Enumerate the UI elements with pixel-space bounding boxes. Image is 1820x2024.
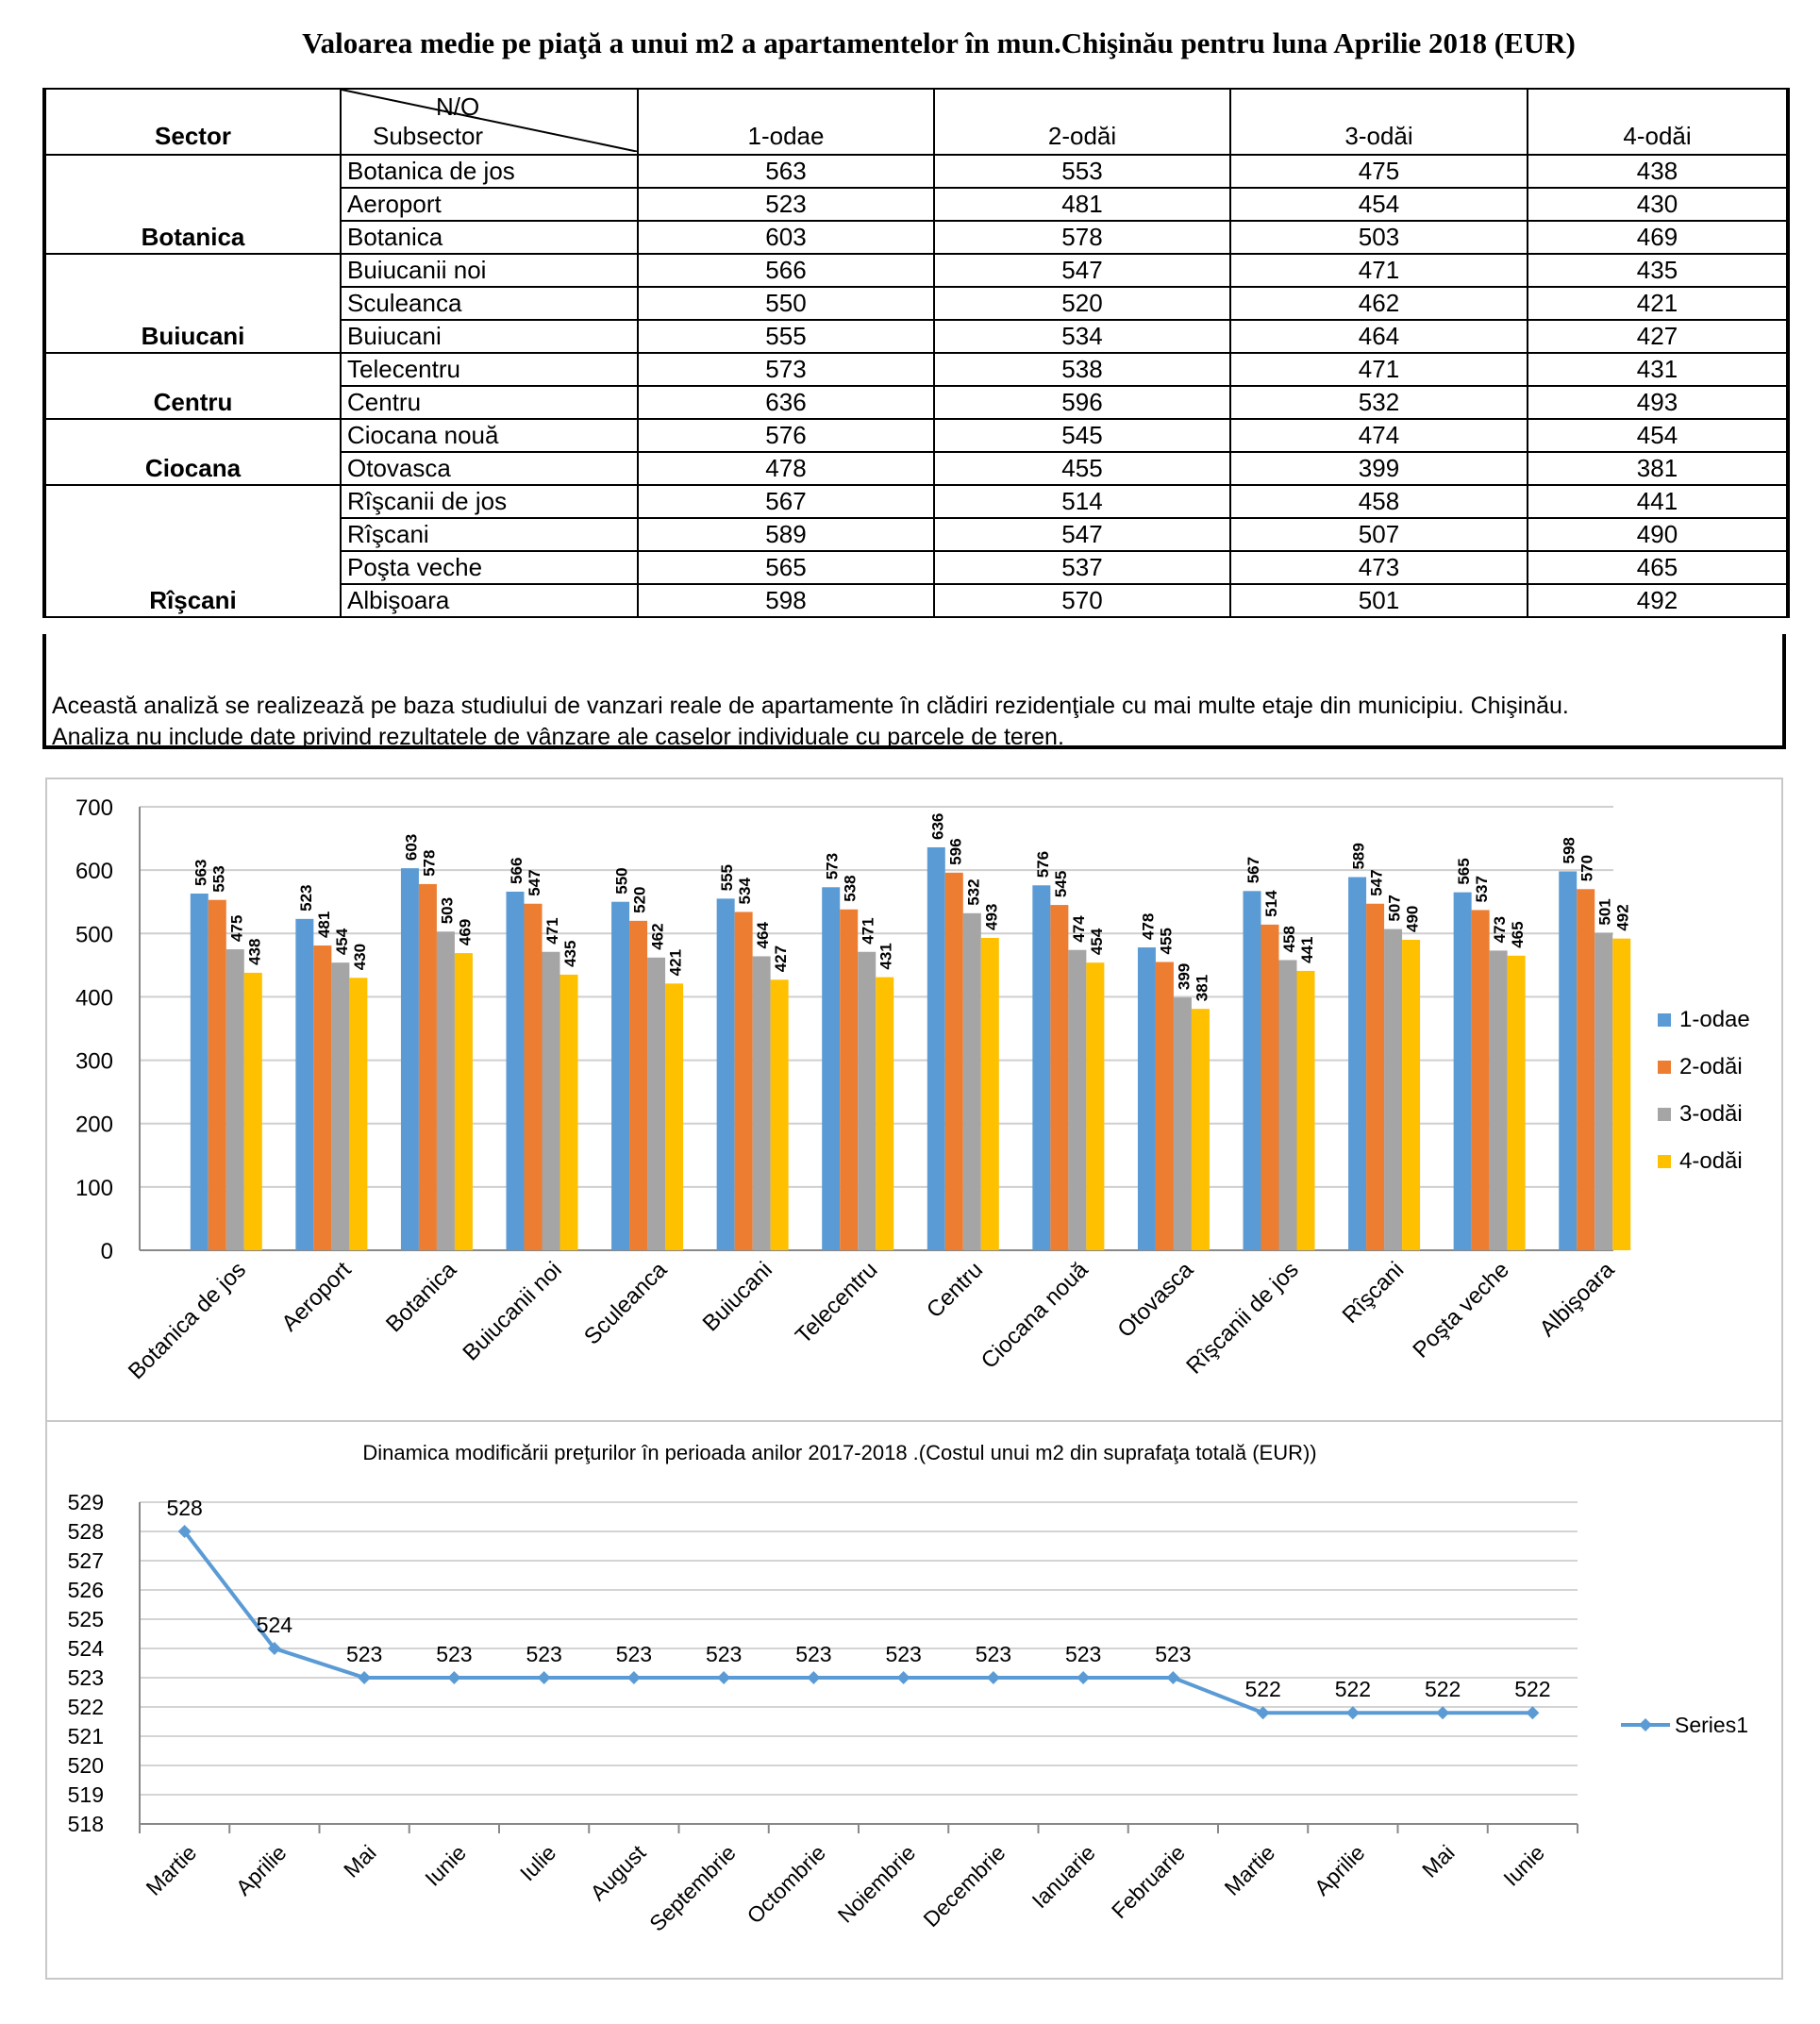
- value-cell: 455: [934, 452, 1230, 485]
- bar-value-label: 534: [736, 878, 755, 905]
- y-tick-label: 524: [67, 1636, 104, 1661]
- value-cell: 454: [1230, 188, 1528, 221]
- value-cell: 490: [1528, 518, 1788, 551]
- y-tick-label: 518: [67, 1812, 104, 1836]
- col-header-3-rooms: 3-odăi: [1230, 89, 1528, 155]
- x-category-label: Telecentru: [791, 1257, 883, 1349]
- subsector-cell: Centru: [341, 386, 638, 419]
- legend-label: 3-odăi: [1679, 1101, 1743, 1127]
- x-category-label: Botanica: [381, 1257, 462, 1338]
- value-cell: 514: [934, 485, 1230, 518]
- y-tick-label: 523: [67, 1665, 104, 1690]
- charts-frame: [45, 778, 1783, 1980]
- x-category-label: Albişoara: [1534, 1257, 1620, 1342]
- line-value-label: 522: [1424, 1677, 1461, 1702]
- x-category-label: Martie: [1219, 1840, 1280, 1900]
- table-note: [42, 634, 1786, 749]
- bar-value-label: 523: [296, 884, 315, 912]
- y-tick-label: 528: [67, 1519, 104, 1544]
- value-cell: 427: [1528, 320, 1788, 353]
- line-value-label: 523: [436, 1642, 473, 1666]
- value-cell: 576: [638, 419, 934, 452]
- bar-value-label: 578: [420, 849, 439, 877]
- x-category-label: Ciocana nouă: [976, 1257, 1094, 1374]
- bar-value-label: 458: [1280, 926, 1298, 953]
- bar-value-label: 566: [508, 857, 526, 884]
- value-cell: 501: [1230, 584, 1528, 617]
- value-cell: 503: [1230, 221, 1528, 254]
- bar-value-label: 550: [612, 867, 631, 895]
- y-tick-label: 0: [100, 1239, 113, 1264]
- bar-value-label: 469: [456, 918, 475, 946]
- value-cell: 547: [934, 518, 1230, 551]
- line-value-label: 523: [795, 1642, 832, 1666]
- value-cell: 438: [1528, 155, 1788, 188]
- bar-value-label: 381: [1193, 974, 1211, 1002]
- bar-value-label: 399: [1175, 962, 1194, 991]
- x-category-label: Aeroport: [276, 1257, 357, 1337]
- x-category-label: Centru: [921, 1257, 989, 1324]
- subsector-cell: Otovasca: [341, 452, 638, 485]
- y-tick-label: 700: [75, 795, 113, 821]
- bar-value-label: 464: [754, 922, 773, 949]
- x-category-label: August: [585, 1840, 651, 1906]
- line-value-label: 523: [345, 1642, 383, 1666]
- table-row: [44, 254, 1788, 287]
- value-cell: 492: [1528, 584, 1788, 617]
- bar-value-label: 596: [946, 838, 965, 865]
- bar-value-label: 636: [928, 812, 947, 840]
- line-value-label: 528: [166, 1496, 203, 1520]
- x-category-label: Mai: [1417, 1840, 1460, 1882]
- value-cell: 570: [934, 584, 1230, 617]
- y-tick-label: 600: [75, 859, 113, 885]
- subsector-cell: Botanica de jos: [341, 155, 638, 188]
- value-cell: 537: [934, 551, 1230, 584]
- y-tick-label: 100: [75, 1175, 113, 1201]
- bar-value-label: 547: [1367, 869, 1386, 896]
- col-header-1-room: 1-odae: [638, 89, 934, 155]
- sector-cell: Ciocana: [44, 419, 341, 485]
- bar-value-label: 481: [314, 911, 333, 939]
- x-category-label: Aprilie: [230, 1840, 292, 1900]
- bar-value-label: 576: [1033, 850, 1052, 878]
- value-cell: 553: [934, 155, 1230, 188]
- bar-value-label: 573: [823, 852, 842, 880]
- value-cell: 462: [1230, 287, 1528, 320]
- value-cell: 458: [1230, 485, 1528, 518]
- bar-value-label: 532: [964, 878, 983, 906]
- bar-value-label: 520: [630, 886, 649, 913]
- bar-value-label: 455: [1157, 928, 1176, 955]
- bar-value-label: 431: [877, 943, 895, 970]
- legend-label: 1-odae: [1679, 1007, 1750, 1032]
- value-cell: 589: [638, 518, 934, 551]
- line-value-label: 523: [975, 1642, 1012, 1666]
- x-category-label: Buiucanii noi: [458, 1257, 567, 1366]
- bar-value-label: 545: [1051, 870, 1070, 898]
- value-cell: 454: [1528, 419, 1788, 452]
- value-cell: 441: [1528, 485, 1788, 518]
- x-category-label: Sculeanca: [578, 1257, 673, 1350]
- table-row: [44, 155, 1788, 188]
- legend-label: Series1: [1675, 1713, 1748, 1737]
- y-tick-label: 200: [75, 1112, 113, 1138]
- bar-value-label: 563: [192, 859, 210, 886]
- x-category-label: Iunie: [1498, 1840, 1549, 1891]
- bar-value-label: 454: [1087, 928, 1106, 956]
- line-value-label: 522: [1334, 1677, 1372, 1702]
- price-table: [42, 88, 1790, 618]
- charts-divider: [45, 1420, 1781, 1422]
- bar-value-label: 537: [1473, 876, 1492, 903]
- bar-value-label: 598: [1560, 837, 1578, 864]
- x-category-label: Rîşcanii de jos: [1181, 1257, 1304, 1380]
- table-header-row: [44, 89, 1788, 155]
- bar-value-label: 603: [402, 833, 421, 861]
- bar-value-label: 430: [350, 943, 369, 971]
- value-cell: 598: [638, 584, 934, 617]
- bar-value-label: 538: [841, 875, 860, 902]
- subsector-cell: Buiucani: [341, 320, 638, 353]
- value-cell: 520: [934, 287, 1230, 320]
- bar-value-label: 478: [1139, 912, 1158, 941]
- table-row: [44, 485, 1788, 518]
- bar-value-label: 501: [1595, 898, 1614, 926]
- x-category-label: Otovasca: [1112, 1257, 1199, 1343]
- value-cell: 532: [1230, 386, 1528, 419]
- subsector-column-header: [341, 89, 638, 155]
- y-tick-label: 300: [75, 1048, 113, 1075]
- value-cell: 578: [934, 221, 1230, 254]
- sector-cell: Rîşcani: [44, 485, 341, 617]
- bar-value-label: 465: [1509, 921, 1528, 948]
- subsector-cell: Sculeanca: [341, 287, 638, 320]
- note-line-1: Această analiză se realizează pe baza studiului de vanzari reale de apartamente în clădiri rezidenţiale cu mai multe etaje din municipiu. Chişinău.: [52, 693, 1569, 719]
- y-tick-label: 525: [67, 1607, 104, 1631]
- subsector-cell: Botanica: [341, 221, 638, 254]
- bar-value-label: 475: [227, 914, 246, 943]
- x-category-label: Buiucani: [697, 1257, 777, 1337]
- line-value-label: 522: [1244, 1677, 1281, 1702]
- value-cell: 493: [1528, 386, 1788, 419]
- line-value-label: 523: [526, 1642, 562, 1666]
- subsector-cell: Rîşcanii de jos: [341, 485, 638, 518]
- value-cell: 563: [638, 155, 934, 188]
- x-category-label: Noiembrie: [832, 1840, 921, 1928]
- value-cell: 473: [1230, 551, 1528, 584]
- subsector-label: Subsector: [373, 122, 484, 150]
- x-category-label: Mai: [339, 1840, 381, 1882]
- line-value-label: 523: [615, 1642, 653, 1666]
- x-category-label: Iunie: [420, 1840, 471, 1891]
- bar-value-label: 553: [209, 865, 228, 893]
- bar-value-label: 565: [1455, 858, 1474, 885]
- bar-value-label: 441: [1298, 936, 1316, 963]
- bar-value-label: 462: [648, 923, 667, 950]
- bar-value-label: 471: [859, 917, 877, 945]
- value-cell: 474: [1230, 419, 1528, 452]
- line-value-label: 522: [1514, 1677, 1551, 1702]
- value-cell: 550: [638, 287, 934, 320]
- bar-value-label: 427: [772, 945, 791, 973]
- value-cell: 431: [1528, 353, 1788, 386]
- value-cell: 464: [1230, 320, 1528, 353]
- no-label: N/O: [436, 92, 480, 121]
- value-cell: 471: [1230, 254, 1528, 287]
- value-cell: 399: [1230, 452, 1528, 485]
- sector-cell: Buiucani: [44, 254, 341, 353]
- x-category-label: Poşta veche: [1408, 1257, 1514, 1363]
- value-cell: 603: [638, 221, 934, 254]
- table-row: [44, 419, 1788, 452]
- bar-value-label: 474: [1069, 915, 1088, 943]
- col-header-4-rooms: 4-odăi: [1528, 89, 1788, 155]
- bar-value-label: 473: [1491, 916, 1510, 944]
- y-tick-label: 527: [67, 1548, 104, 1573]
- value-cell: 555: [638, 320, 934, 353]
- value-cell: 538: [934, 353, 1230, 386]
- bar-value-label: 438: [245, 938, 264, 965]
- value-cell: 478: [638, 452, 934, 485]
- x-category-label: Decembrie: [918, 1840, 1010, 1932]
- bar-value-label: 514: [1262, 890, 1280, 917]
- value-cell: 381: [1528, 452, 1788, 485]
- bar-value-label: 435: [561, 940, 579, 967]
- value-cell: 481: [934, 188, 1230, 221]
- line-value-label: 523: [885, 1642, 922, 1666]
- value-cell: 430: [1528, 188, 1788, 221]
- value-cell: 534: [934, 320, 1230, 353]
- sector-column-header: Sector: [44, 89, 341, 155]
- document-title: Valoarea medie pe piaţă a unui m2 a apartamentelor în mun.Chişinău pentru luna Aprilie 2018 (EUR): [302, 26, 1576, 59]
- value-cell: 547: [934, 254, 1230, 287]
- value-cell: 435: [1528, 254, 1788, 287]
- note-line-2: Analiza nu include date privind rezultatele de vânzare ale caselor individuale cu parcele de teren.: [52, 724, 1064, 750]
- bar-value-label: 589: [1349, 843, 1368, 870]
- y-tick-label: 522: [67, 1695, 104, 1719]
- x-category-label: Ianuarie: [1027, 1840, 1100, 1914]
- sector-cell: Botanica: [44, 155, 341, 254]
- value-cell: 507: [1230, 518, 1528, 551]
- x-category-label: Martie: [141, 1840, 202, 1900]
- value-cell: 596: [934, 386, 1230, 419]
- value-cell: 567: [638, 485, 934, 518]
- value-cell: 566: [638, 254, 934, 287]
- subsector-cell: Aeroport: [341, 188, 638, 221]
- value-cell: 475: [1230, 155, 1528, 188]
- x-category-label: Rîşcani: [1337, 1257, 1410, 1329]
- y-tick-label: 526: [67, 1578, 104, 1602]
- bar-value-label: 421: [666, 948, 685, 977]
- value-cell: 465: [1528, 551, 1788, 584]
- bar-value-label: 570: [1578, 854, 1596, 882]
- bar-value-label: 471: [543, 917, 561, 945]
- subsector-cell: Telecentru: [341, 353, 638, 386]
- value-cell: 471: [1230, 353, 1528, 386]
- bar-value-label: 507: [1385, 895, 1404, 922]
- subsector-cell: Ciocana nouă: [341, 419, 638, 452]
- col-header-2-rooms: 2-odăi: [934, 89, 1230, 155]
- value-cell: 545: [934, 419, 1230, 452]
- y-tick-label: 519: [67, 1782, 104, 1807]
- bar-value-label: 492: [1613, 904, 1632, 931]
- bar-value-label: 493: [982, 903, 1001, 930]
- line-value-label: 523: [1064, 1642, 1102, 1666]
- legend-label: 4-odăi: [1679, 1148, 1743, 1174]
- bar-value-label: 490: [1403, 905, 1422, 932]
- value-cell: 636: [638, 386, 934, 419]
- x-category-label: Februarie: [1106, 1840, 1190, 1924]
- y-tick-label: 529: [67, 1490, 104, 1514]
- bar-value-label: 547: [526, 869, 543, 896]
- value-cell: 469: [1528, 221, 1788, 254]
- value-cell: 573: [638, 353, 934, 386]
- bar-value-label: 454: [332, 928, 351, 956]
- x-category-label: Botanica de jos: [123, 1257, 252, 1385]
- legend-label: 2-odăi: [1679, 1054, 1743, 1079]
- x-category-label: Septembrie: [644, 1840, 741, 1936]
- table-row: [44, 353, 1788, 386]
- sector-cell: Centru: [44, 353, 341, 419]
- subsector-cell: Albişoara: [341, 584, 638, 617]
- x-category-label: Octombrie: [742, 1840, 830, 1929]
- line-value-label: 524: [256, 1613, 293, 1637]
- subsector-cell: Buiucanii noi: [341, 254, 638, 287]
- value-cell: 523: [638, 188, 934, 221]
- line-chart-title: Dinamica modificării preţurilor în perioada anilor 2017-2018 .(Costul unui m2 din suprafaţa totală (EUR)): [362, 1441, 1317, 1464]
- bar-value-label: 555: [718, 863, 737, 892]
- y-tick-label: 520: [67, 1753, 104, 1778]
- value-cell: 565: [638, 551, 934, 584]
- y-tick-label: 521: [67, 1724, 104, 1748]
- line-value-label: 523: [705, 1642, 743, 1666]
- value-cell: 421: [1528, 287, 1788, 320]
- x-category-label: Aprilie: [1309, 1840, 1370, 1900]
- subsector-cell: Poşta veche: [341, 551, 638, 584]
- x-category-label: Iulie: [514, 1840, 561, 1886]
- bar-value-label: 503: [438, 896, 457, 925]
- bar-value-label: 567: [1244, 856, 1262, 884]
- y-tick-label: 500: [75, 922, 113, 948]
- subsector-cell: Rîşcani: [341, 518, 638, 551]
- y-tick-label: 400: [75, 985, 113, 1012]
- line-value-label: 523: [1155, 1642, 1192, 1666]
